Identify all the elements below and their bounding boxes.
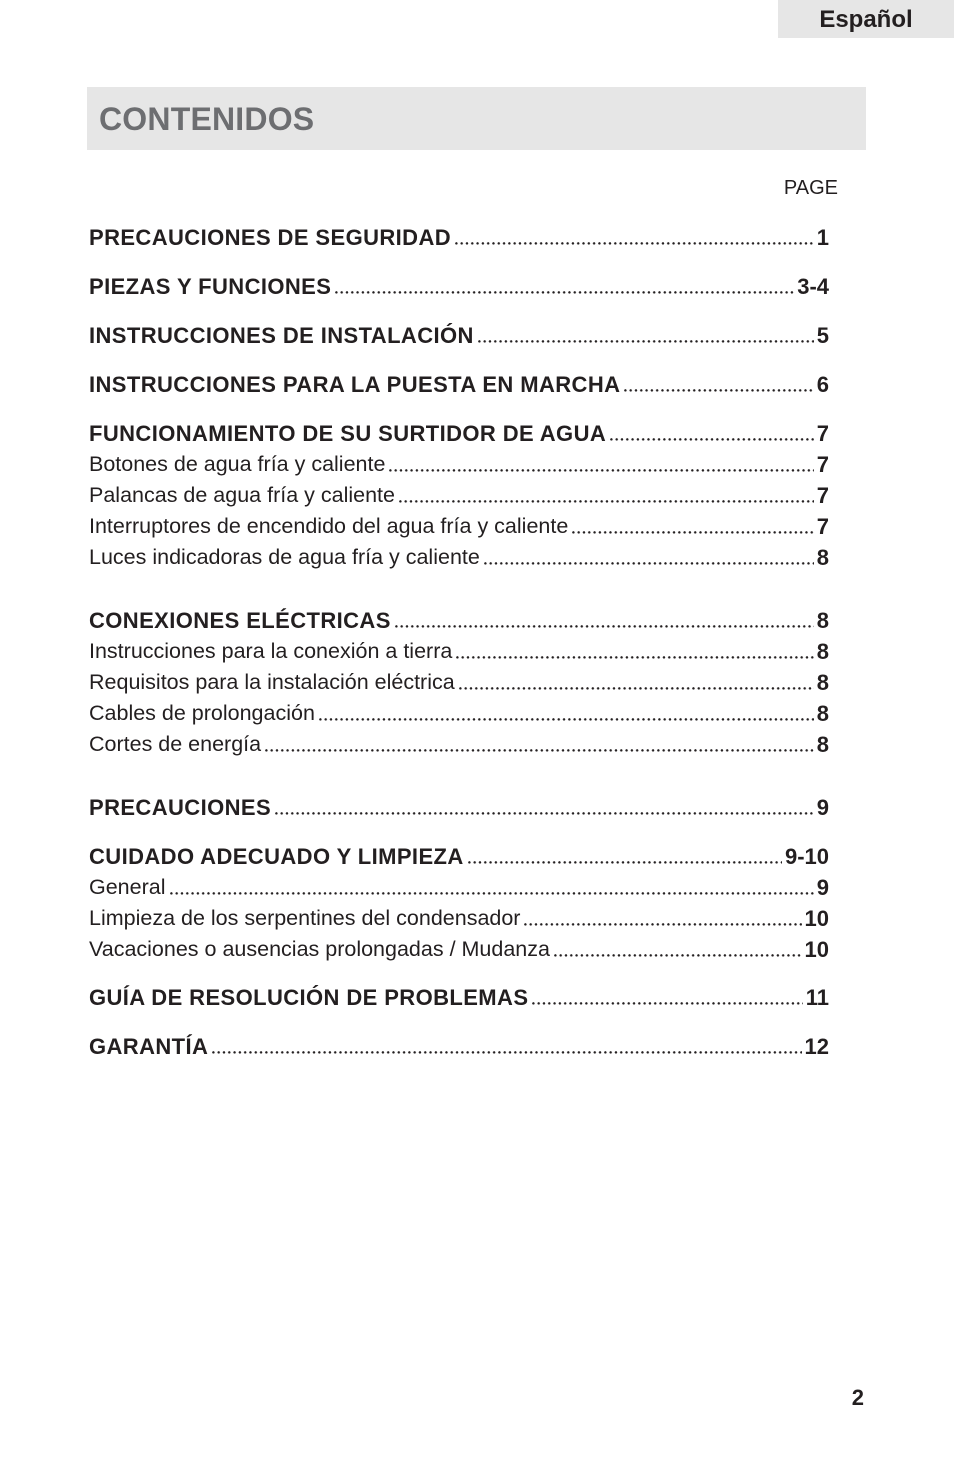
toc-subsection-title: Luces indicadoras de agua fría y caliente [89,544,480,569]
dot-leader [484,542,814,573]
toc-page-number: 11 [805,984,829,1010]
toc-subsection [89,449,829,480]
dot-leader [524,903,801,934]
toc-section-title: INSTRUCCIONES DE INSTALACIÓN [89,322,474,348]
language-tab: Español [778,0,954,38]
toc-subsection [89,934,829,965]
toc-subsection-title: General [89,874,166,899]
table-of-contents [89,222,829,1062]
toc-subsection [89,667,829,698]
page-title: CONTENIDOS [99,101,315,137]
toc-page-number: 7 [816,482,829,508]
page-column-label: PAGE [783,177,838,199]
toc-page-number: 8 [816,669,829,695]
dot-leader [478,320,814,351]
dot-leader [319,698,814,729]
toc-section [89,1031,829,1062]
toc-section-title: PIEZAS Y FUNCIONES [89,273,332,299]
toc-page-number: 7 [816,451,829,477]
toc-page-number: 12 [804,1033,829,1059]
toc-page-number: 8 [816,638,829,664]
toc-page-number: 9 [816,794,829,820]
toc-section [89,841,829,872]
dot-leader [395,605,814,636]
toc-page-number: 6 [816,371,829,397]
toc-page-number: 5 [816,322,829,348]
toc-subsection-title: Limpieza de los serpentines del condensador [89,905,521,930]
dot-leader [455,222,814,253]
dot-leader [456,636,813,667]
toc-page-number: 7 [816,420,829,446]
toc-section-title: PRECAUCIONES [89,794,272,820]
toc-page-number: 9-10 [784,843,829,869]
toc-subsection-title: Cortes de energía [89,731,262,756]
toc-subsection [89,729,829,760]
toc-section-title: GUÍA DE RESOLUCIÓN DE PROBLEMAS [89,984,529,1010]
heading-bar [87,87,866,150]
toc-subsection-title: Interruptores de encendido del agua fría y caliente [89,513,569,538]
toc-section-title: PRECAUCIONES DE SEGURIDAD [89,224,452,250]
toc-page-number: 7 [816,513,829,539]
toc-page-number: 10 [804,905,829,931]
dot-leader [335,271,794,302]
dot-leader [572,511,813,542]
toc-subsection [89,542,829,573]
dot-leader [170,872,814,903]
toc-subsection [89,636,829,667]
toc-subsection [89,903,829,934]
dot-leader [532,982,802,1013]
toc-subsection [89,698,829,729]
dot-leader [468,841,782,872]
toc-page-number: 3-4 [797,273,829,299]
dot-leader [399,480,814,511]
dot-leader [624,369,813,400]
toc-subsection-title: Cables de prolongación [89,700,315,725]
toc-section [89,271,829,302]
dot-leader [212,1031,801,1062]
dot-leader [610,418,814,449]
toc-page-number: 8 [816,607,829,633]
toc-section [89,982,829,1013]
toc-section [89,792,829,823]
toc-page-number: 8 [816,700,829,726]
page-number: 2 [851,1385,864,1410]
dot-leader [389,449,813,480]
toc-page-number: 1 [816,224,829,250]
toc-section [89,369,829,400]
toc-section [89,418,829,449]
toc-subsection [89,872,829,903]
dot-leader [275,792,814,823]
toc-page-number: 10 [804,936,829,962]
toc-section [89,605,829,636]
toc-page-number: 9 [816,874,829,900]
toc-section-title: GARANTÍA [89,1033,209,1059]
toc-page-number: 8 [816,544,829,570]
dot-leader [554,934,802,965]
toc-section [89,222,829,253]
toc-subsection-title: Instrucciones para la conexión a tierra [89,638,453,663]
toc-page-number: 8 [816,731,829,757]
toc-section [89,320,829,351]
toc-subsection-title: Palancas de agua fría y caliente [89,482,395,507]
toc-subsection [89,511,829,542]
dot-leader [265,729,814,760]
toc-subsection-title: Botones de agua fría y caliente [89,451,386,476]
dot-leader [459,667,814,698]
toc-section-title: INSTRUCCIONES PARA LA PUESTA EN MARCHA [89,371,621,397]
toc-section-title: CONEXIONES ELÉCTRICAS [89,607,391,633]
toc-subsection [89,480,829,511]
toc-subsection-title: Vacaciones o ausencias prolongadas / Mudanza [89,936,550,961]
toc-section-title: FUNCIONAMIENTO DE SU SURTIDOR DE AGUA [89,420,607,446]
toc-section-title: CUIDADO ADECUADO Y LIMPIEZA [89,843,464,869]
toc-subsection-title: Requisitos para la instalación eléctrica [89,669,455,694]
